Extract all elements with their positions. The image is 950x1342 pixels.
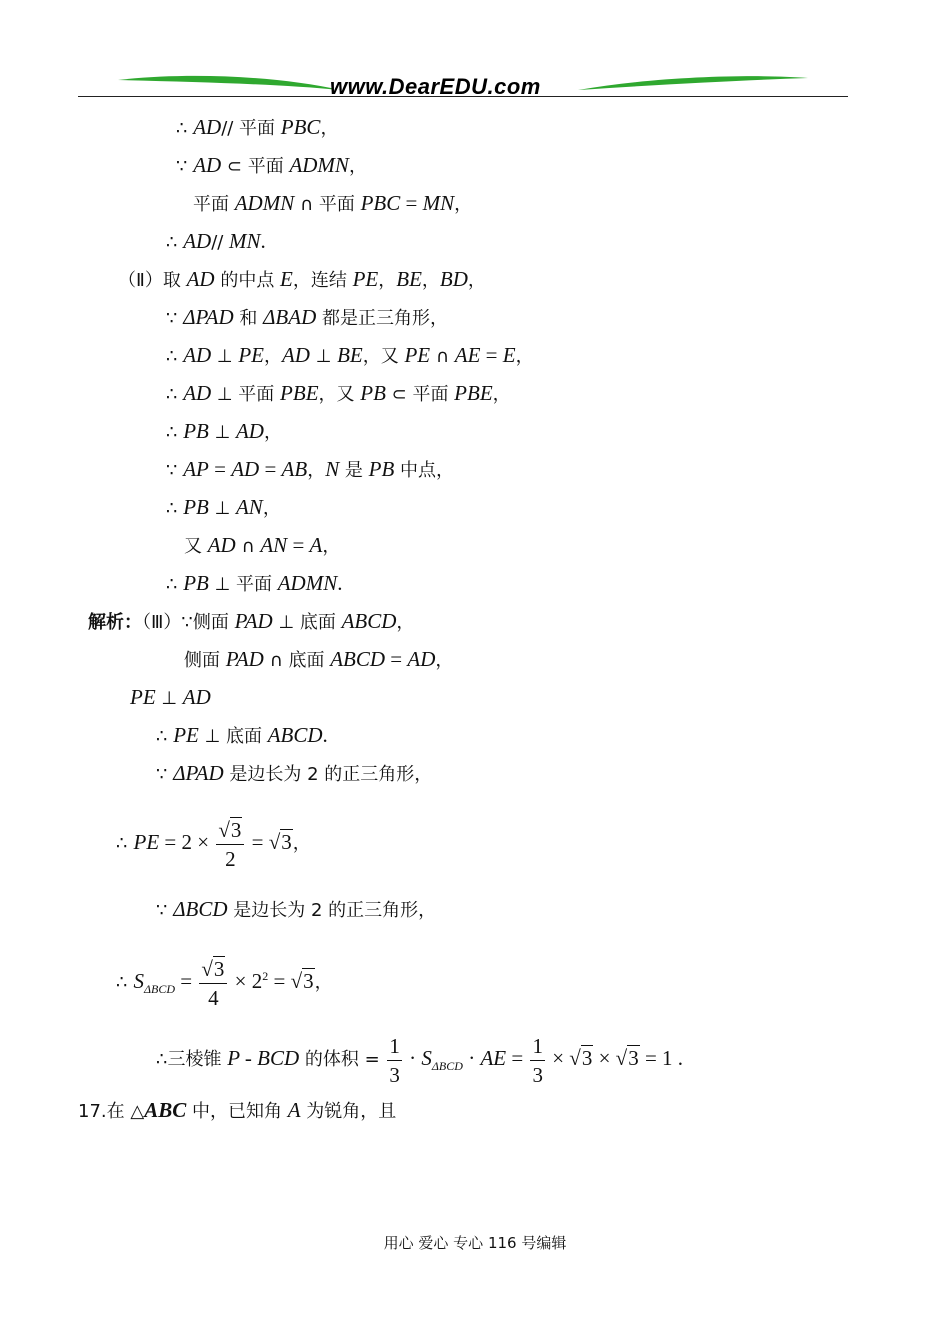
analysis-line-6: ∴ PE = 2 × $\frac{√3}{2}$ = √3， — [116, 817, 311, 871]
proof-line-3: 平面 ADMN ∩ 平面 PBC = MN， — [193, 191, 473, 215]
analysis-line-2: 侧面 PAD ∩ 底面 ABCD = AD， — [184, 647, 454, 671]
page-footer: 用心 爱心 专心 116 号编辑 — [383, 1234, 567, 1252]
proof-line-9: ∴ PB ⊥ AD， — [166, 419, 282, 443]
proof-line-11: ∴ PB ⊥ AN， — [166, 495, 281, 519]
analysis-line-8: ∴ $S_{\Delta BCD}$ = $\frac{√3}{4}$ × $2^2 = √3$， — [116, 956, 333, 1010]
fraction-one-third: $\frac{1}{3}$ — [389, 1033, 400, 1087]
analysis-line-1: 解析：（Ⅲ）∵侧面 PAD ⊥ 底面 ABCD， — [88, 609, 415, 633]
proof-line-6: ∵ ΔPAD 和 ΔBAD 都是正三角形， — [166, 305, 448, 329]
fraction-one-third-2: $\frac{1}{3}$ — [532, 1033, 543, 1087]
proof-line-5: （Ⅱ）取 AD 的中点 E，连结 PE，BE，BD， — [118, 267, 486, 291]
fraction-sqrt3-over-2: $\frac{√3}{2}$ — [216, 818, 244, 871]
analysis-line-9: ∴三棱锥 P - BCD 的体积 = $\frac{1}{3}$ · $S_{\Delta BCD}$ · AE = $\frac{1}{3}$ × √3 × √3 = 1 . — [156, 1033, 684, 1087]
fraction-sqrt3-over-4: $\frac{√3}{4}$ — [199, 957, 227, 1010]
proof-line-2: ∵ AD ⊂ 平面 ADMN， — [176, 153, 367, 177]
proof-line-13: ∴ PB ⊥ 平面 ADMN. — [166, 571, 343, 595]
analysis-line-7: ∵ ΔBCD 是边长为 2 的正三角形， — [156, 897, 437, 921]
question-17: 17.在 △ABC 中，已知角 A 为锐角，且 — [78, 1098, 397, 1122]
proof-line-10: ∵ AP = AD = AB，N 是 PB 中点， — [166, 457, 455, 481]
proof-line-4: ∴ AD// MN. — [166, 229, 266, 253]
proof-line-8: ∴ AD ⊥ 平面 PBE，又 PB ⊂ 平面 PBE， — [166, 381, 511, 405]
analysis-line-3: PE ⊥ AD — [130, 685, 211, 709]
analysis-line-4: ∴ PE ⊥ 底面 ABCD. — [156, 723, 328, 747]
analysis-label: 解析： — [88, 612, 142, 633]
proof-line-7: ∴ AD ⊥ PE，AD ⊥ BE，又 PE ∩ AE = E， — [166, 343, 534, 367]
page-header — [78, 70, 848, 104]
proof-line-12: 又 AD ∩ AN = A， — [184, 533, 341, 557]
analysis-line-5: ∵ ΔPAD 是边长为 2 的正三角形， — [156, 761, 433, 785]
site-logo: www.DearEDU.com — [330, 74, 541, 99]
proof-line-1: ∴ AD// 平面 PBC， — [176, 115, 339, 139]
